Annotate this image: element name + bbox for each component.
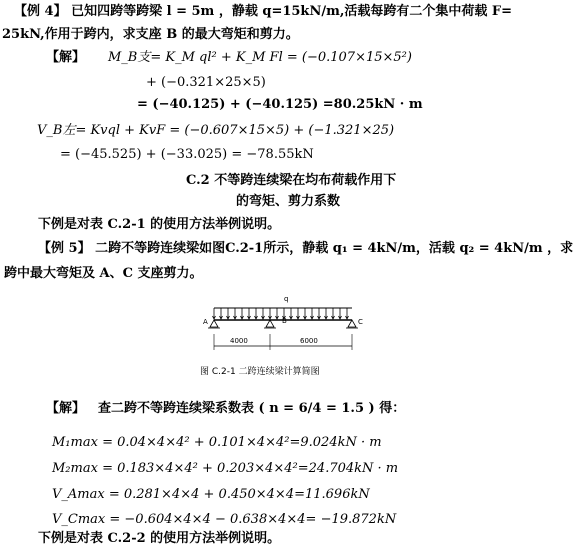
figure-caption: 图 C.2-1 二跨连续梁计算简图 bbox=[200, 367, 320, 377]
va-max-formula: V_Amax = 0.281×4×4 + 0.450×4×4=11.696kN bbox=[52, 487, 370, 502]
solution-label: 【解】 bbox=[46, 50, 86, 65]
solution5-label: 【解】 bbox=[46, 401, 86, 416]
section-title-cont: 的弯矩、剪力系数 bbox=[236, 194, 341, 209]
support-label-a: A bbox=[203, 318, 208, 326]
vc-max-formula: V_Cmax = −0.604×4×4 − 0.638×4×4= −19.872kN bbox=[52, 512, 397, 527]
moment-b-result: = (−40.125) + (−40.125) =80.25kN · m bbox=[137, 97, 423, 112]
intro-table-c22: 下例是对表 C.2-2 的使用方法举例说明。 bbox=[38, 531, 281, 546]
section-title: C.2 不等跨连续梁在均布荷载作用下 bbox=[186, 173, 397, 188]
support-a bbox=[210, 320, 218, 327]
moment-b-formula-cont: + (−0.321×25×5) bbox=[146, 75, 266, 90]
example5-line2: 跨中最大弯矩及 A、C 支座剪力。 bbox=[4, 266, 203, 281]
span-label-1: 4000 bbox=[230, 337, 248, 345]
support-b bbox=[266, 320, 274, 327]
example5-line1: 【例 5】 二跨不等跨连续梁如图C.2-1所示，静载 q₁ = 4kN/m，活载 q₂ = 4kN/m ，求 bbox=[38, 241, 574, 256]
m2-max-formula: M₂max = 0.183×4×4² + 0.203×4×4²=24.704kN · m bbox=[52, 461, 399, 476]
beam-diagram bbox=[200, 290, 370, 360]
support-c bbox=[348, 320, 356, 327]
support-label-c: C bbox=[358, 318, 363, 326]
example4-line1: 【例 4】 已知四跨等跨梁 l = 5m ，静载 q=15kN/m,活载每跨有二个集中荷载 F= bbox=[14, 4, 512, 19]
span-label-2: 6000 bbox=[300, 337, 318, 345]
coefficient-lookup: 查二跨不等跨连续梁系数表 ( n = 6/4 = 1.5 ) 得： bbox=[98, 401, 406, 416]
support-label-b: B bbox=[282, 317, 287, 325]
shear-b-formula: V_B左= Kvql + KvF = (−0.607×15×5) + (−1.321×25) bbox=[37, 123, 395, 138]
example4-line2: 25kN,作用于跨内，求支座 B 的最大弯矩和剪力。 bbox=[2, 27, 299, 42]
load-label-q: q bbox=[284, 295, 289, 303]
intro-table-c21: 下例是对表 C.2-1 的使用方法举例说明。 bbox=[38, 217, 281, 232]
moment-b-formula: M_B支= K_M ql² + K_M Fl = (−0.107×15×5²) bbox=[108, 50, 412, 65]
m1-max-formula: M₁max = 0.04×4×4² + 0.101×4×4²=9.024kN · m bbox=[52, 435, 382, 450]
shear-b-result: = (−45.525) + (−33.025) = −78.55kN bbox=[60, 147, 314, 162]
